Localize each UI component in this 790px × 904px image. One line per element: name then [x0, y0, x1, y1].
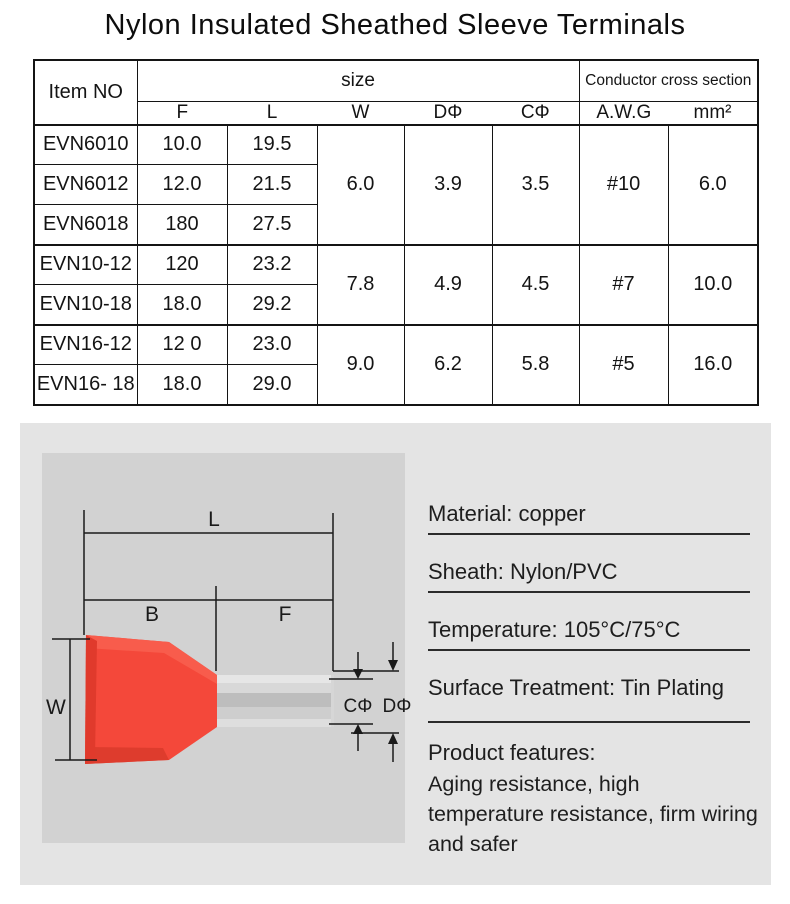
cell-item: EVN6012 [34, 165, 137, 205]
label-dim-l: L [208, 508, 220, 531]
cell-cphi-group2: 4.5 [492, 245, 579, 325]
cell-dphi-group1: 3.9 [404, 125, 492, 245]
cell-l: 19.5 [227, 125, 317, 165]
cell-f: 10.0 [137, 125, 227, 165]
features-text: Aging resistance, high temperature resistance, firm wiring and safer [428, 772, 758, 856]
cell-awg-group3: #5 [579, 325, 668, 405]
cell-dphi-group3: 6.2 [404, 325, 492, 405]
features-title: Product features: [428, 740, 596, 765]
terminal-metal-tube [217, 675, 334, 727]
cell-awg-group2: #7 [579, 245, 668, 325]
header-col-l: L [227, 101, 317, 125]
spec-sheath: Sheath: Nylon/PVC [428, 559, 750, 593]
cell-f: 180 [137, 205, 227, 245]
cell-item: EVN16- 18 [34, 365, 137, 405]
terminal-size-table [33, 59, 759, 406]
cell-l: 29.0 [227, 365, 317, 405]
cell-f: 120 [137, 245, 227, 285]
spec-temperature: Temperature: 105°C/75°C [428, 617, 750, 651]
table-header-row-groups [34, 60, 758, 101]
label-dim-dphi: DΦ [382, 696, 412, 717]
cell-item: EVN10-18 [34, 285, 137, 325]
cell-item: EVN6010 [34, 125, 137, 165]
terminal-diagram-svg [42, 453, 412, 843]
label-dim-b: B [144, 603, 160, 626]
cell-item: EVN6018 [34, 205, 137, 245]
terminal-red-sleeve [85, 635, 217, 764]
cell-w-group2: 7.8 [317, 245, 404, 325]
header-col-w: W [317, 101, 404, 125]
cell-l: 27.5 [227, 205, 317, 245]
cell-f: 12.0 [137, 165, 227, 205]
label-dim-cphi: CΦ [343, 696, 373, 717]
cell-w-group3: 9.0 [317, 325, 404, 405]
terminal-dimension-diagram [42, 453, 412, 843]
cell-mm2-group1: 6.0 [668, 125, 758, 245]
header-col-dphi: DΦ [404, 101, 492, 125]
table-row-evn16-12 [34, 325, 758, 365]
cell-awg-group1: #10 [579, 125, 668, 245]
cell-cphi-group3: 5.8 [492, 325, 579, 405]
spec-material: Material: copper [428, 501, 750, 535]
label-dim-f: F [278, 603, 292, 626]
cell-l: 29.2 [227, 285, 317, 325]
cell-f: 12 0 [137, 325, 227, 365]
table-row-evn10-12 [34, 245, 758, 285]
cell-mm2-group3: 16.0 [668, 325, 758, 405]
cell-f: 18.0 [137, 365, 227, 405]
header-conductor-cross-section: Conductor cross section [579, 60, 758, 101]
cell-cphi-group1: 3.5 [492, 125, 579, 245]
header-col-f: F [137, 101, 227, 125]
header-item-no: Item NO [34, 60, 137, 125]
cell-w-group1: 6.0 [317, 125, 404, 245]
cell-mm2-group2: 10.0 [668, 245, 758, 325]
cell-l: 23.0 [227, 325, 317, 365]
cell-l: 23.2 [227, 245, 317, 285]
spec-surface-treatment: Surface Treatment: Tin Plating [428, 675, 750, 723]
header-col-mm2: mm² [668, 101, 758, 125]
cell-item: EVN16-12 [34, 325, 137, 365]
cell-l: 21.5 [227, 165, 317, 205]
cell-dphi-group2: 4.9 [404, 245, 492, 325]
cell-f: 18.0 [137, 285, 227, 325]
label-dim-w: W [46, 696, 66, 719]
header-col-cphi: CΦ [492, 101, 579, 125]
spec-list [428, 501, 758, 859]
product-info-panel [20, 423, 771, 885]
table-header-row-columns [34, 101, 758, 125]
header-col-awg: A.W.G [579, 101, 668, 125]
header-size: size [137, 60, 579, 101]
cell-item: EVN10-12 [34, 245, 137, 285]
table-row-evn6010 [34, 125, 758, 165]
page-title: Nylon Insulated Sheathed Sleeve Terminals [104, 9, 686, 41]
